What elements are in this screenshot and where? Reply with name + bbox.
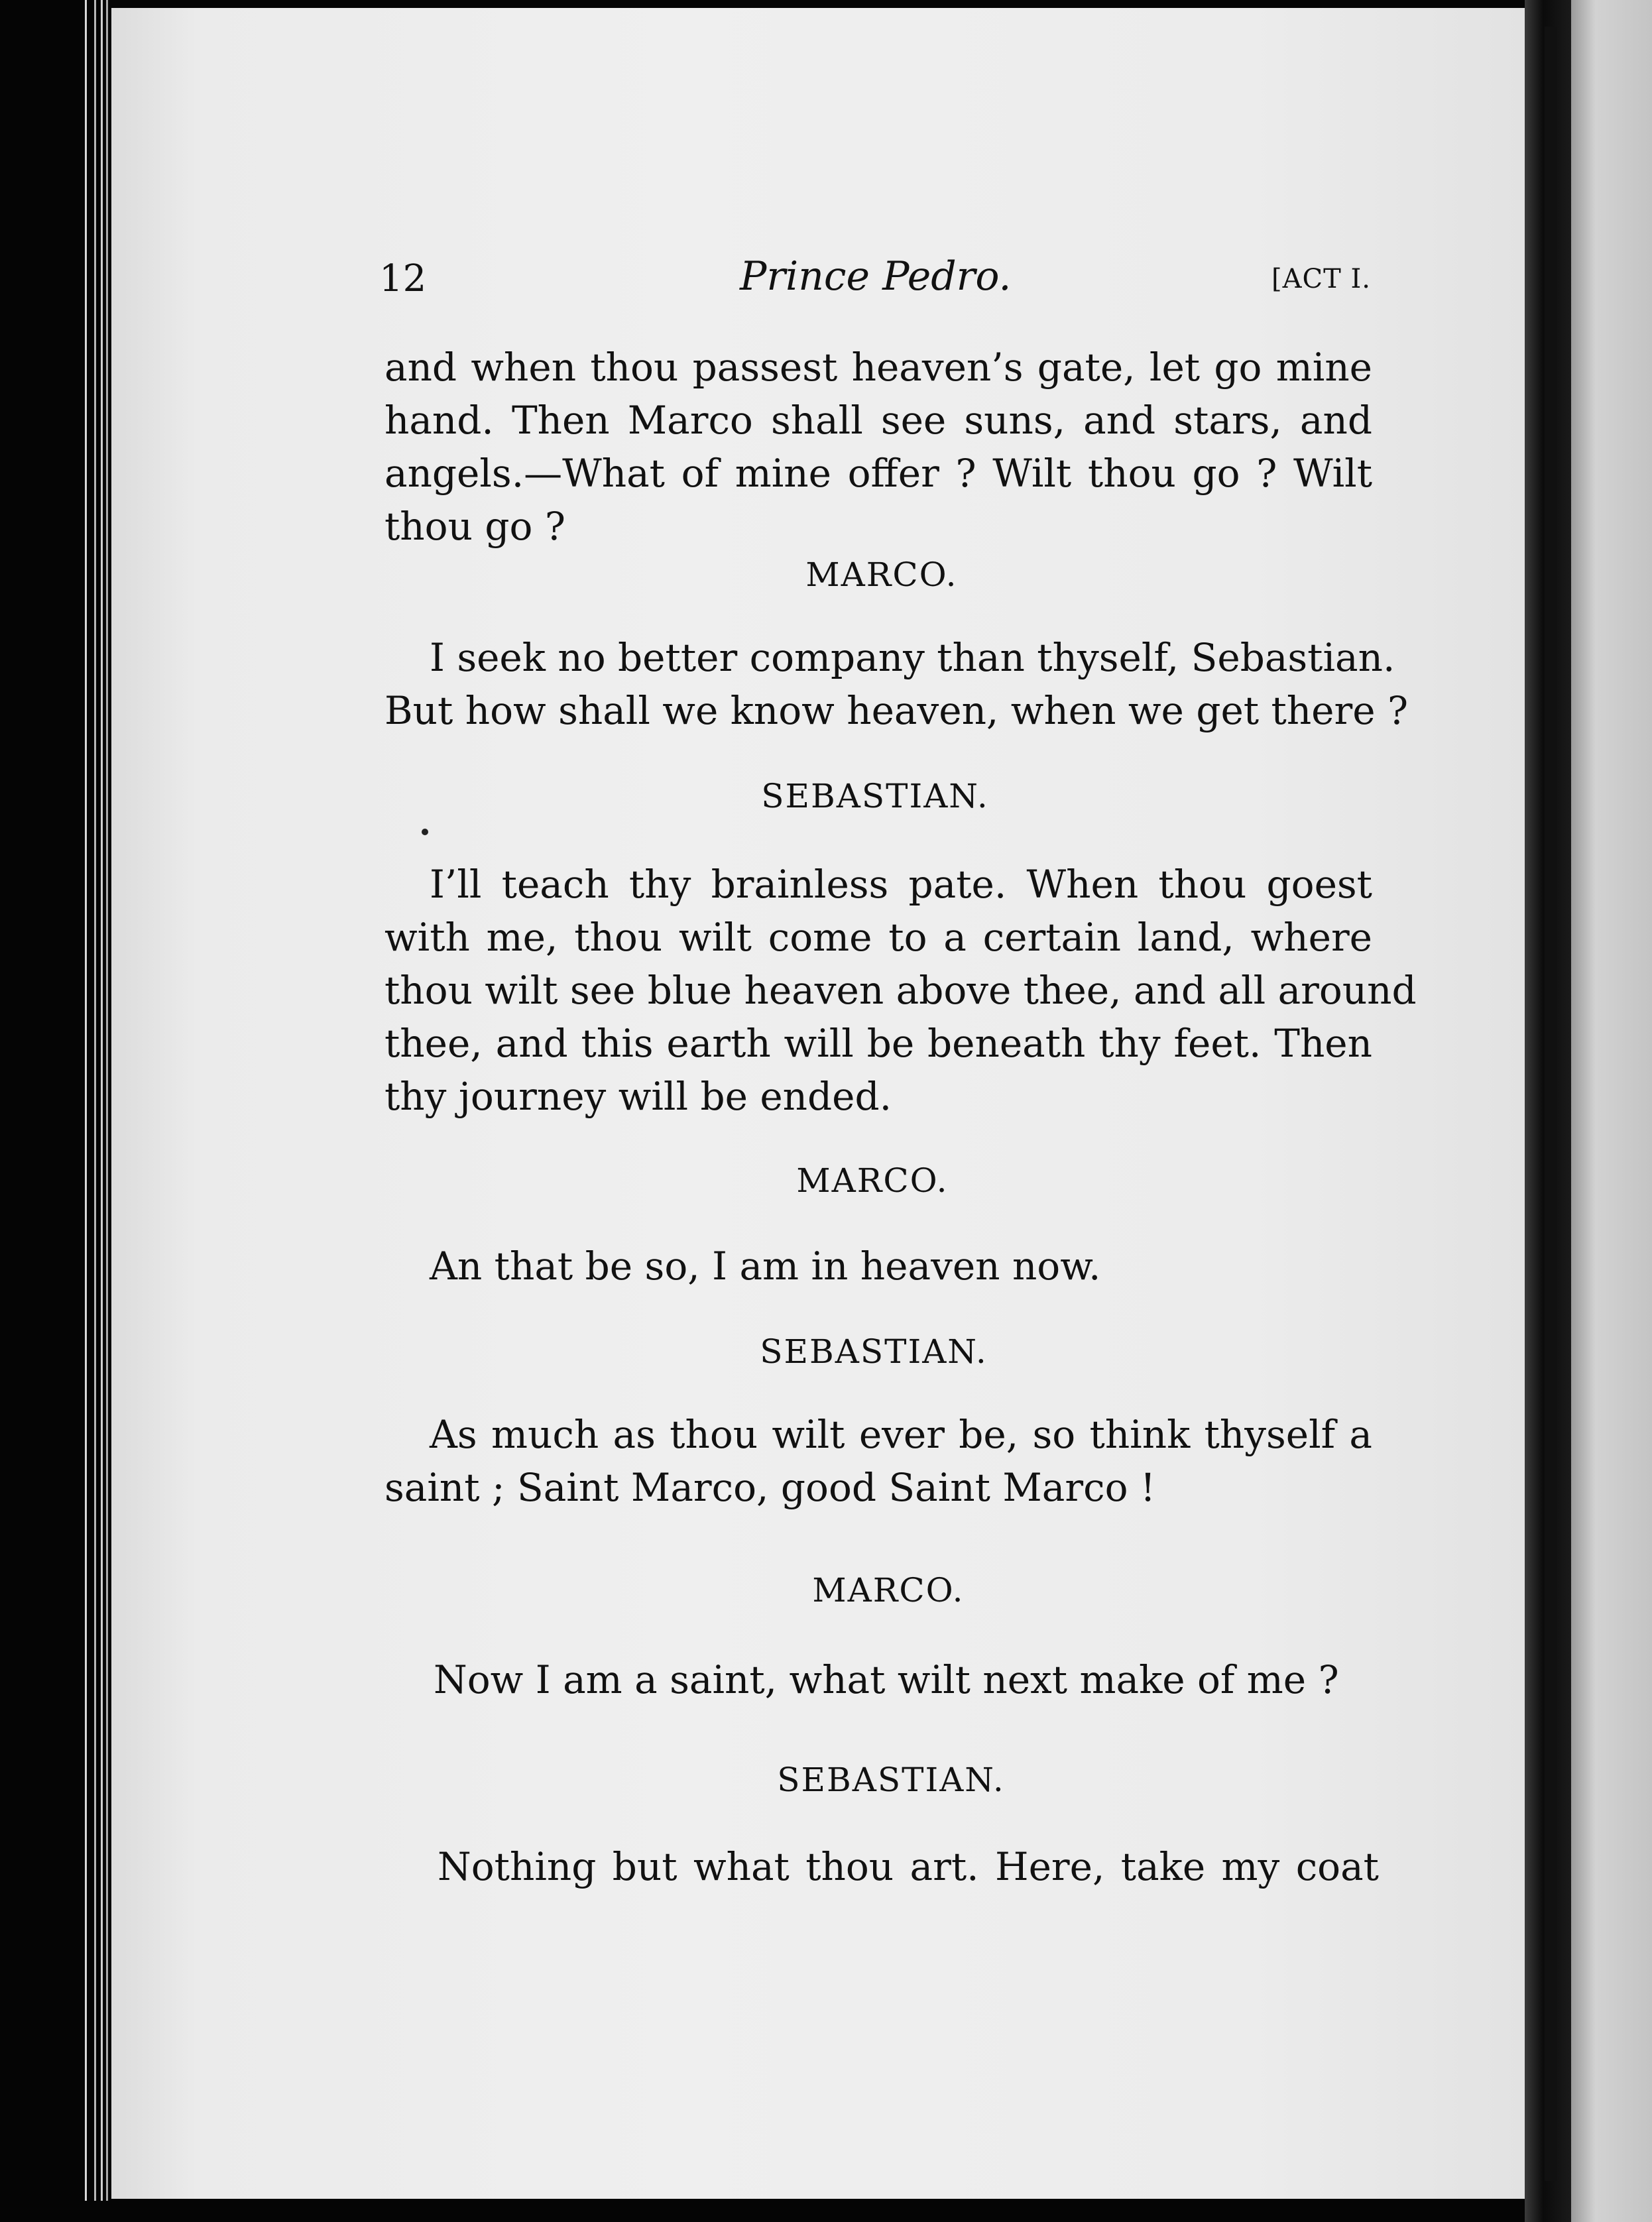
text-line: Now I am a saint, what wilt next make of me ? (434, 1657, 1339, 1702)
text-line: hand. Then Marco shall see suns, and stars, and (384, 398, 1372, 443)
speaker-heading: MARCO. (812, 1571, 965, 1609)
running-act-label: [ACT I. (1271, 264, 1372, 294)
text-line: An that be so, I am in heaven now. (430, 1244, 1101, 1289)
speaker-heading: MARCO. (805, 556, 958, 594)
running-title: Prince Pedro. (740, 253, 1012, 300)
text-line: saint ; Saint Marco, good Saint Marco ! (384, 1465, 1156, 1510)
text-line: thou wilt see blue heaven above thee, and all around (384, 968, 1417, 1013)
speaker-heading: SEBASTIAN. (760, 1332, 988, 1371)
page-edge (106, 0, 108, 2201)
speaker-heading: SEBASTIAN. (777, 1761, 1005, 1799)
text-line: and when thou passest heaven’s gate, let go mine (384, 345, 1372, 390)
text-line: Nothing but what thou art. Here, take my coat (438, 1844, 1379, 1889)
facing-page-edge (1571, 0, 1652, 2222)
text-line: thou go ? (384, 504, 565, 549)
text-line: But how shall we know heaven, when we get there ? (384, 688, 1409, 733)
text-line: I’ll teach thy brainless pate. When thou goest (430, 862, 1372, 907)
page-edge (101, 0, 103, 2201)
binding-shadow (1545, 27, 1557, 2181)
page-edge (94, 0, 96, 2201)
text-line: angels.—What of mine offer ? Wilt thou go ? Wilt (384, 451, 1372, 496)
text-line: with me, thou wilt come to a certain land, where (384, 915, 1372, 960)
text-line: I seek no better company than thyself, Sebastian. (430, 635, 1395, 680)
ink-speck (422, 829, 428, 835)
speaker-heading: SEBASTIAN. (761, 777, 989, 815)
speaker-heading: MARCO. (796, 1161, 949, 1200)
text-line: thy journey will be ended. (384, 1074, 892, 1119)
text-line: thee, and this earth will be beneath thy feet. Then (384, 1021, 1372, 1066)
text-line: As much as thou wilt ever be, so think thyself a (430, 1412, 1372, 1457)
page-number: 12 (379, 257, 427, 300)
page-edge (85, 0, 87, 2201)
